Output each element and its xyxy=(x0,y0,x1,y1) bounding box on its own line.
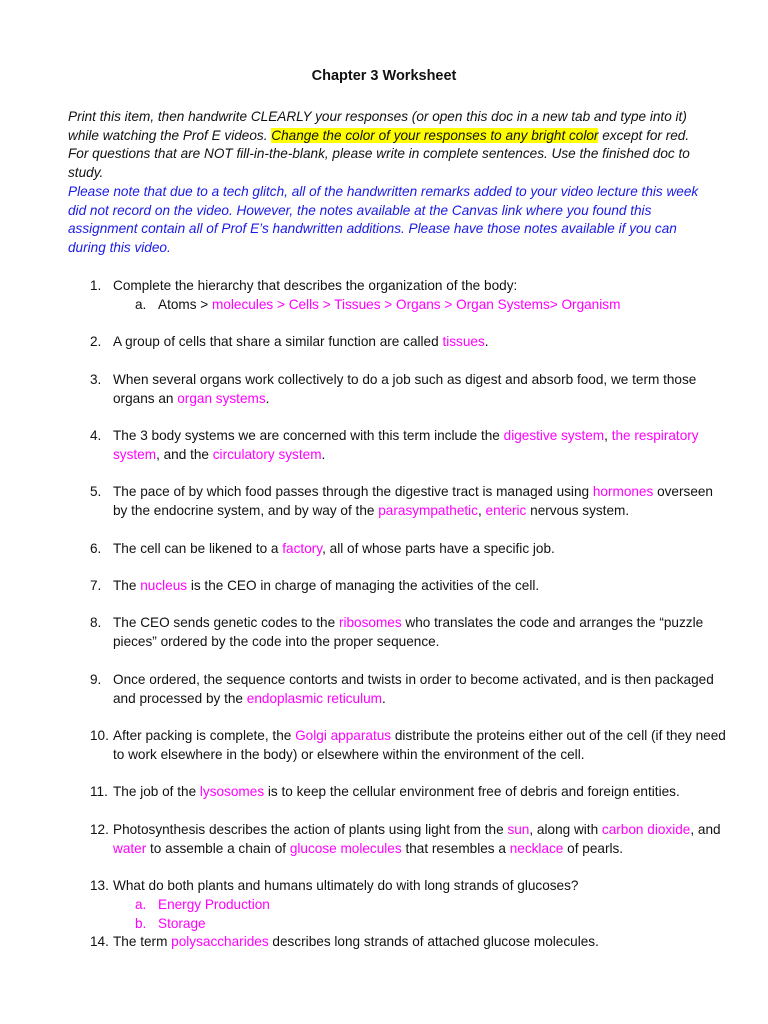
question-text: , and the xyxy=(156,446,213,462)
question-3 xyxy=(90,371,730,408)
answer-text: hormones xyxy=(592,484,654,499)
question-text: The cell can be likened to a xyxy=(113,541,283,556)
question-1 xyxy=(90,277,730,296)
question-6 xyxy=(90,540,730,559)
answer-text: tissues xyxy=(442,334,485,349)
question-12 xyxy=(90,821,730,858)
answer-text: the respiratory system xyxy=(113,428,699,462)
answer-text: carbon dioxide xyxy=(601,822,691,837)
question-number: 9. xyxy=(90,672,102,687)
question-text: distribute the proteins either out of the cell (if they need to work elsewhere in the body) or elsewhere within the environment of the cell. xyxy=(113,728,726,762)
sub-item-letter: a. xyxy=(135,897,147,912)
answer-text: ribosomes xyxy=(338,615,402,630)
question-8 xyxy=(90,614,730,651)
question-2 xyxy=(90,333,730,352)
question-number: 14. xyxy=(90,934,109,949)
sub-item-letter: a. xyxy=(135,297,147,312)
question-number: 2. xyxy=(90,334,102,349)
answer-text: glucose molecules xyxy=(289,840,402,856)
question-number: 11. xyxy=(90,784,108,799)
question-text: , along with xyxy=(529,822,602,837)
tech-glitch-note: Please note that due to a tech glitch, all of the handwritten remarks added to your video lecture this week did not record on the video. However, the notes available at the Canvas link where you found this assignment contain all of Prof E’s handwritten additions. Please have those notes available if you can during this video. xyxy=(68,183,699,255)
instructions-text: Print this item, then handwrite CLEARLY your responses (or open this doc in a new tab and type into it) while watching the Prof E videos. xyxy=(68,109,687,143)
answer-text: nucleus xyxy=(140,578,188,593)
question-13 xyxy=(90,877,730,896)
question-text: , and xyxy=(690,822,721,837)
answer-text: molecules > Cells > Tissues > Organs > Organ Systems> Organism xyxy=(212,297,621,312)
question-number: 3. xyxy=(90,372,102,387)
answer-text: Storage xyxy=(158,916,206,931)
question-number: 7. xyxy=(90,578,102,593)
question-text: Complete the hierarchy that describes the organization of the body: xyxy=(113,278,518,293)
question-text: is to keep the cellular environment free of debris and foreign entities. xyxy=(264,784,680,799)
question-number: 13. xyxy=(90,878,109,893)
question-number: 5. xyxy=(90,484,102,499)
sub-item-prefix: Atoms > xyxy=(158,297,213,312)
question-text: . xyxy=(484,334,489,349)
question-text: overseen by the endocrine system, and by way of the xyxy=(113,484,713,518)
instructions-sentences: For questions that are NOT fill-in-the-blank, please write in complete sentences. Use the finished doc to study. xyxy=(68,146,690,181)
answer-text: factory xyxy=(282,541,323,556)
question-text: that resembles a xyxy=(401,840,510,856)
question-text: . xyxy=(265,390,270,406)
answer-text: circulatory system xyxy=(212,446,322,462)
question-10 xyxy=(90,727,730,764)
answer-text: polysaccharides xyxy=(171,934,269,949)
question-number: 8. xyxy=(90,615,102,630)
question-text: A group of cells that share a similar function are called xyxy=(113,334,443,349)
answer-text: Energy Production xyxy=(158,897,270,912)
question-text: The xyxy=(113,578,141,593)
question-text: who translates the code and arranges the “puzzle pieces” ordered by the code into the proper sequence. xyxy=(113,615,704,649)
question-text: , xyxy=(604,428,612,443)
answer-text: water xyxy=(113,840,147,856)
sub-item-letter: b. xyxy=(135,916,147,931)
question-11 xyxy=(90,783,730,802)
answer-text: necklace xyxy=(509,840,564,856)
question-text: The CEO sends genetic codes to the xyxy=(113,615,339,630)
question-text: , all of whose parts have a specific job. xyxy=(322,541,555,556)
question-text: describes long strands of attached glucose molecules. xyxy=(268,934,599,949)
answer-text: sun xyxy=(507,822,530,837)
instructions-text-end: except for red. xyxy=(598,127,690,143)
question-7 xyxy=(90,577,730,596)
question-text: Photosynthesis describes the action of plants using light from the xyxy=(113,822,508,837)
question-number: 4. xyxy=(90,428,102,443)
question-text: The term xyxy=(113,934,172,949)
highlighted-instruction: Change the color of your responses to any bright color xyxy=(271,127,599,143)
question-14 xyxy=(90,933,730,952)
question-1-answer-a xyxy=(135,296,620,315)
question-text: to assemble a chain of xyxy=(146,840,290,856)
question-text: . xyxy=(382,690,386,706)
question-13-answer-b xyxy=(135,915,206,934)
question-text: , xyxy=(477,502,486,518)
instructions xyxy=(68,108,718,258)
question-text: of pearls. xyxy=(563,840,624,856)
question-number: 12. xyxy=(90,822,109,837)
question-13-answer-a xyxy=(135,896,270,915)
answer-text: parasympathetic xyxy=(378,502,478,518)
question-text: What do both plants and humans ultimately do with long strands of glucoses? xyxy=(113,878,579,893)
question-text: Once ordered, the sequence contorts and twists in order to become activated, and is then packaged and processed by the xyxy=(113,672,714,706)
question-text: When several organs work collectively to do a job such as digest and absorb food, we term those organs an xyxy=(113,372,697,406)
question-5 xyxy=(90,483,730,520)
question-number: 6. xyxy=(90,541,102,556)
question-text: The job of the xyxy=(113,784,200,799)
question-text: . xyxy=(321,446,326,462)
question-text: After packing is complete, the xyxy=(113,728,296,743)
answer-text: digestive system xyxy=(503,428,605,443)
answer-text: lysosomes xyxy=(199,784,265,799)
answer-text: endoplasmic reticulum xyxy=(246,690,383,706)
question-9 xyxy=(90,671,730,708)
question-text: The 3 body systems we are concerned with this term include the xyxy=(113,428,504,443)
answer-text: organ systems xyxy=(177,390,266,406)
answer-text: enteric xyxy=(485,502,527,518)
page-title: Chapter 3 Worksheet xyxy=(311,68,457,84)
question-4 xyxy=(90,427,730,464)
question-number: 10. xyxy=(90,728,109,743)
question-text: The pace of by which food passes through the digestive tract is managed using xyxy=(113,484,593,499)
question-text: is the CEO in charge of managing the activities of the cell. xyxy=(187,578,540,593)
question-number: 1. xyxy=(90,278,102,293)
question-text: nervous system. xyxy=(526,502,630,518)
answer-text: Golgi apparatus xyxy=(295,728,392,743)
